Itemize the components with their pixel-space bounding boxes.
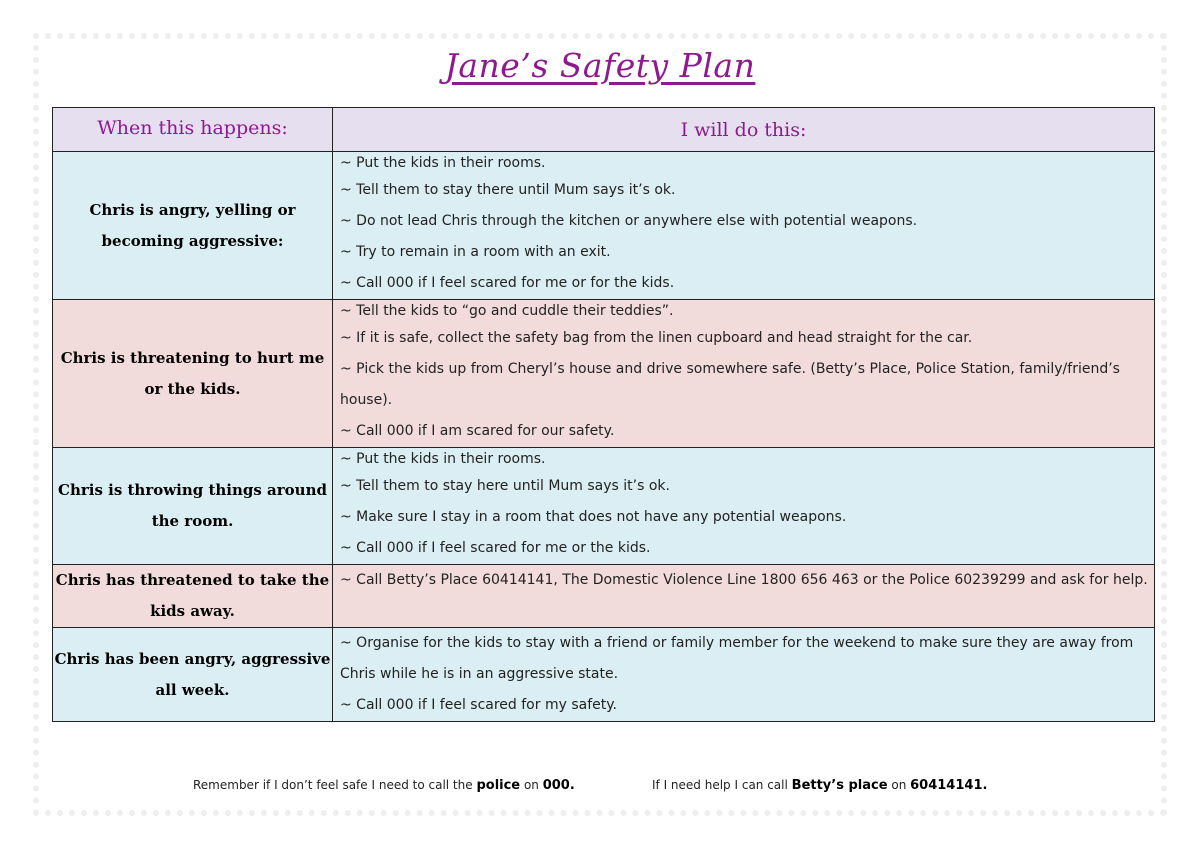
action-item: ~ If it is safe, collect the safety bag from the linen cupboard and head straight for the car. xyxy=(340,330,973,346)
actions-cell xyxy=(333,152,1155,300)
actions-cell xyxy=(333,300,1155,448)
table-row xyxy=(53,152,1155,300)
condition-cell: Chris is angry, yelling or becoming aggressive: xyxy=(53,152,333,300)
action-item: ~ Make sure I stay in a room that does not have any potential weapons. xyxy=(340,509,847,525)
footer-bettys-name: Betty’s place xyxy=(791,778,888,793)
table-row xyxy=(53,448,1155,565)
action-item: ~ Do not lead Chris through the kitchen or anywhere else with potential weapons. xyxy=(340,213,918,229)
footer-police-number: 000. xyxy=(542,778,575,793)
header-when: When this happens: xyxy=(53,108,333,152)
action-item: ~ Pick the kids up from Cheryl’s house and drive somewhere safe. (Betty’s Place, Police Station, family/friend’s house). xyxy=(340,361,1120,408)
document-title: Jane’s Safety Plan xyxy=(444,46,756,85)
action-item: ~ Call 000 if I feel scared for me or the kids. xyxy=(340,540,651,556)
condition-cell: Chris is throwing things around the room. xyxy=(53,448,333,565)
actions-cell xyxy=(333,448,1155,565)
footer-left-text: Remember if I don’t feel safe I need to call the xyxy=(193,778,477,792)
action-item: ~ Tell them to stay here until Mum says it’s ok. xyxy=(340,478,670,494)
actions-cell xyxy=(333,628,1155,722)
footer-right-on: on xyxy=(887,778,911,792)
footer-police-note xyxy=(193,778,575,793)
action-item: ~ Organise for the kids to stay with a friend or family member for the weekend to make sure they are away from Chris while he is in an aggressive state. xyxy=(340,635,1134,682)
condition-cell: Chris is threatening to hurt me or the kids. xyxy=(53,300,333,448)
table-row xyxy=(53,565,1155,628)
table-row xyxy=(53,300,1155,448)
footer-left-on: on xyxy=(520,778,543,792)
action-item: ~ Call 000 if I feel scared for me or for the kids. xyxy=(340,275,675,291)
condition-cell: Chris has threatened to take the kids away. xyxy=(53,565,333,628)
action-item: ~ Put the kids in their rooms. xyxy=(340,155,546,171)
table-header-row xyxy=(53,108,1155,152)
header-action: I will do this: xyxy=(333,108,1155,152)
safety-plan-table xyxy=(52,107,1155,722)
action-item: ~ Tell the kids to “go and cuddle their teddies”. xyxy=(340,303,674,319)
condition-cell: Chris has been angry, aggressive all week. xyxy=(53,628,333,722)
action-item: ~ Call Betty’s Place 60414141, The Domestic Violence Line 1800 656 463 or the Police 60239299 and ask for help. xyxy=(340,572,1148,588)
action-item: ~ Call 000 if I am scared for our safety. xyxy=(340,423,615,439)
footer-bettys-note xyxy=(652,778,987,793)
action-item: ~ Call 000 if I feel scared for my safety. xyxy=(340,697,617,713)
action-item: ~ Try to remain in a room with an exit. xyxy=(340,244,611,260)
actions-cell xyxy=(333,565,1155,628)
table-row xyxy=(53,628,1155,722)
footer-police-word: police xyxy=(476,778,521,793)
footer-bettys-number: 60414141. xyxy=(910,778,988,793)
action-item: ~ Tell them to stay there until Mum says it’s ok. xyxy=(340,182,676,198)
action-item: ~ Put the kids in their rooms. xyxy=(340,451,546,467)
footer-right-text: If I need help I can call xyxy=(652,778,792,792)
